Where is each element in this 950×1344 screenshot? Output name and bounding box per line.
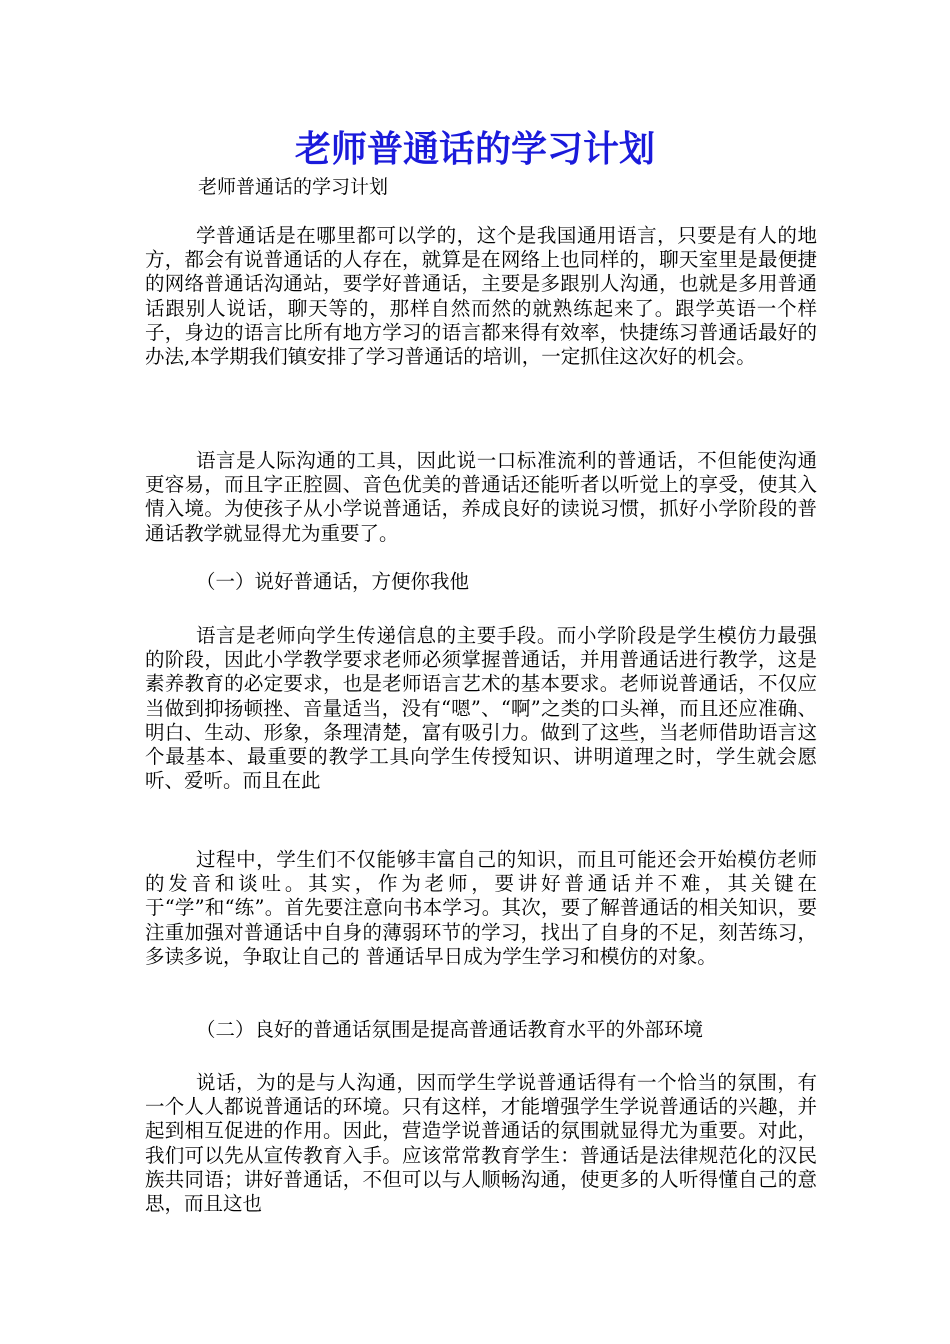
document-title: 老师普通话的学习计划: [294, 129, 655, 170]
document-subtitle: 老师普通话的学习计划: [198, 176, 389, 198]
section-heading-1: （一）说好普通话，方便你我他: [196, 570, 470, 593]
section-heading-2: （二）良好的普通话氛围是提高普通话教育水平的外部环境: [196, 1018, 704, 1041]
paragraph-5: 说话，为的是与人沟通，因而学生学说普通话得有一个恰当的氛围，有一个人人都说普通话的环境。只有这样，才能增强学生学说普通话的兴趣，并起到相互促进的作用。因此，营造学说普通话的氛围就显得尤为重要。对此，我们可以先从宣传教育入手。应该常常教育学生：普通话是法律规范化的汉民族共同语；讲好普通话，不但可以与人顺畅沟通，使更多的人听得懂自己的意思，而且这也: [145, 1071, 817, 1216]
paragraph-3: 语言是老师向学生传递信息的主要手段。而小学阶段是学生模仿力最强的阶段，因此小学教学要求老师必须掌握普通话，并用普通话进行教学，这是素养教育的必定要求，也是老师语言艺术的基本要求。老师说普通话，不仅应当做到抑扬顿挫、音量适当，没有“嗯”、“啊”之类的口头禅，而且还应准确、明白、生动、形象，条理清楚，富有吸引力。做到了这些，当老师借助语言这个最基本、最重要的教学工具向学生传授知识、讲明道理之时，学生就会愿听、爱听。而且在此: [145, 624, 817, 793]
paragraph-4: 过程中，学生们不仅能够丰富自己的知识，而且可能还会开始模仿老师的发音和谈吐。其实，作为老师，要讲好普通话并不难，其关键在于“学”和“练”。首先要注意向书本学习。其次，要了解普通话的相关知识，要注重加强对普通话中自身的薄弱环节的学习，找出了自身的不足，刻苦练习，多读多说，争取让自己的 普通话早日成为学生学习和模仿的对象。: [145, 848, 817, 968]
paragraph-2: 语言是人际沟通的工具，因此说一口标准流利的普通话，不但能使沟通更容易，而且字正腔圆、音色优美的普通话还能听者以听觉上的享受，使其入情入境。为使孩子从小学说普通话，养成良好的读说习惯，抓好小学阶段的普通话教学就显得尤为重要了。: [145, 449, 817, 545]
paragraph-1: 学普通话是在哪里都可以学的，这个是我国通用语言，只要是有人的地方，都会有说普通话的人存在，就算是在网络上也同样的，聊天室里是最便捷的网络普通话沟通站，要学好普通话，主要是多跟别人沟通，也就是多用普通话跟别人说话，聊天等的，那样自然而然的就熟练起来了。跟学英语一个样子，身边的语言比所有地方学习的语言都来得有效率，快捷练习普通话最好的办法,本学期我们镇安排了学习普通话的培训，一定抓住这次好的机会。: [145, 224, 817, 369]
